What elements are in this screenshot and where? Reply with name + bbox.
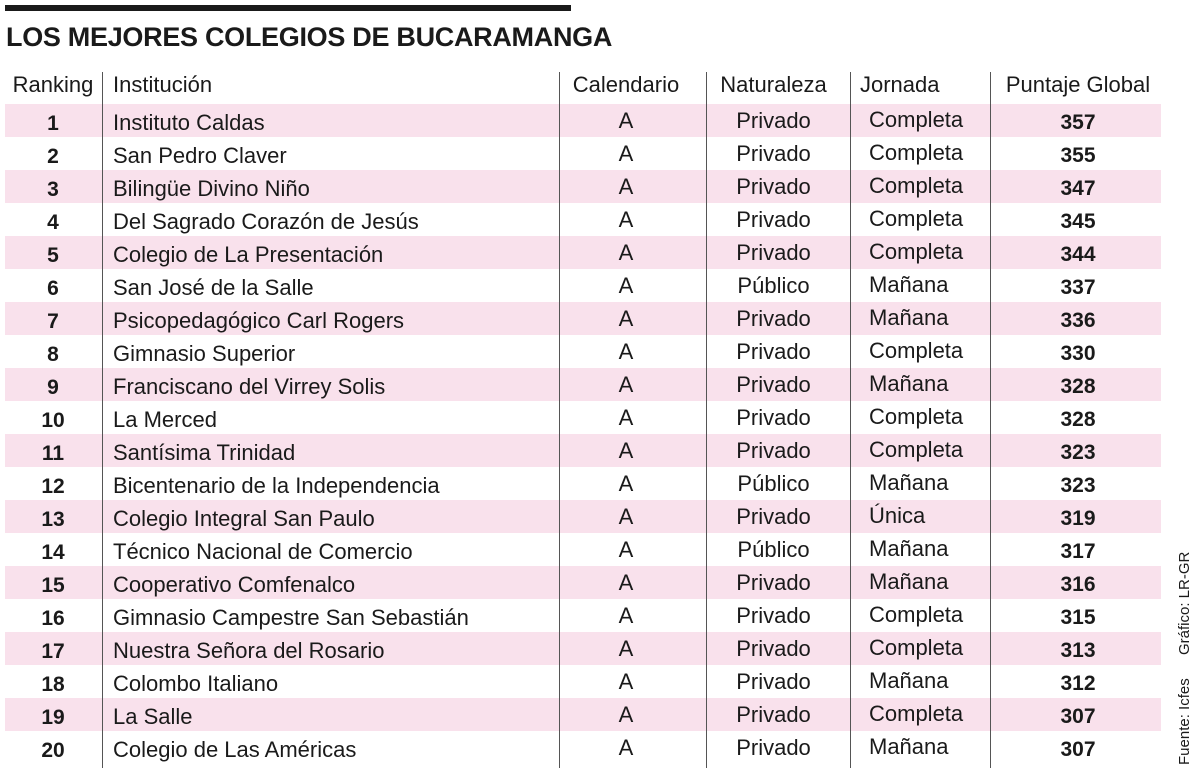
institution-cell: La Merced (113, 406, 217, 432)
header-ranking: Ranking (12, 72, 94, 97)
rank-cell: 19 (41, 705, 65, 729)
schedule-cell: Completa (869, 238, 964, 264)
table-row (5, 104, 1161, 137)
rank-cell: 12 (41, 474, 65, 498)
rank-cell: 13 (41, 507, 65, 531)
schedule-cell: Completa (869, 634, 964, 660)
schedule-cell: Completa (869, 601, 964, 627)
rank-cell: 15 (41, 573, 65, 597)
table-row (5, 533, 1161, 566)
table-row (5, 665, 1161, 698)
rank-cell: 2 (47, 144, 59, 168)
rank-cell: 17 (41, 639, 65, 663)
table-row (5, 434, 1161, 467)
score-cell: 313 (1060, 638, 1096, 662)
column-divider (102, 72, 103, 768)
rank-cell: 7 (47, 309, 59, 333)
nature-cell: Privado (736, 206, 811, 232)
column-divider (990, 72, 991, 768)
table-row (5, 335, 1161, 368)
calendar-cell: A (618, 404, 634, 430)
calendar-cell: A (618, 536, 634, 562)
institution-cell: Colombo Italiano (113, 670, 279, 696)
institution-cell: Colegio Integral San Paulo (113, 505, 375, 531)
rank-cell: 18 (41, 672, 65, 696)
calendar-cell: A (618, 173, 634, 199)
table-row (5, 137, 1161, 170)
calendar-cell: A (618, 107, 634, 133)
table-row (5, 302, 1161, 335)
institution-cell: Cooperativo Comfenalco (113, 571, 356, 597)
score-cell: 323 (1060, 440, 1096, 464)
rank-cell: 9 (47, 375, 59, 399)
rank-cell: 20 (41, 738, 65, 762)
nature-cell: Público (737, 536, 810, 562)
column-divider (706, 72, 707, 768)
score-cell: 328 (1060, 407, 1096, 431)
ranking-table (5, 66, 1161, 764)
institution-cell: Bilingüe Divino Niño (113, 175, 310, 201)
nature-cell: Privado (736, 635, 811, 661)
header-nature: Naturaleza (720, 72, 827, 97)
rank-cell: 3 (47, 177, 59, 201)
nature-cell: Privado (736, 107, 811, 133)
institution-cell: Del Sagrado Corazón de Jesús (113, 208, 419, 234)
calendar-cell: A (618, 239, 634, 265)
institution-cell: Psicopedagógico Carl Rogers (113, 307, 405, 333)
table-row (5, 632, 1161, 665)
table-row (5, 500, 1161, 533)
nature-cell: Privado (736, 140, 811, 166)
score-cell: 315 (1060, 605, 1096, 629)
nature-cell: Privado (736, 305, 811, 331)
table-row (5, 731, 1161, 764)
table-row (5, 566, 1161, 599)
score-cell: 345 (1060, 209, 1096, 233)
score-cell: 336 (1060, 308, 1096, 332)
rank-cell: 14 (41, 540, 65, 564)
header-institution: Institución (113, 72, 213, 97)
score-cell: 337 (1060, 275, 1096, 299)
score-cell: 347 (1060, 176, 1096, 200)
institution-cell: Franciscano del Virrey Solis (113, 373, 386, 399)
rank-cell: 6 (47, 276, 59, 300)
schedule-cell: Completa (869, 106, 964, 132)
table-row (5, 467, 1161, 500)
calendar-cell: A (618, 602, 634, 628)
institution-cell: Nuestra Señora del Rosario (113, 637, 385, 663)
rank-cell: 16 (41, 606, 65, 630)
score-cell: 330 (1060, 341, 1096, 365)
calendar-cell: A (618, 437, 634, 463)
calendar-cell: A (618, 635, 634, 661)
rank-cell: 5 (47, 243, 59, 267)
nature-cell: Privado (736, 338, 811, 364)
calendar-cell: A (618, 338, 634, 364)
institution-cell: San José de la Salle (113, 274, 314, 300)
schedule-cell: Mañana (869, 304, 949, 330)
institution-cell: Instituto Caldas (113, 109, 265, 135)
score-cell: 319 (1060, 506, 1096, 530)
score-cell: 323 (1060, 473, 1096, 497)
score-cell: 357 (1060, 110, 1096, 134)
header-score: Puntaje Global (1005, 72, 1151, 97)
table-row (5, 170, 1161, 203)
calendar-cell: A (618, 701, 634, 727)
table-row (5, 698, 1161, 731)
schedule-cell: Mañana (869, 370, 949, 396)
rank-cell: 4 (47, 210, 59, 234)
column-divider (850, 72, 851, 768)
calendar-cell: A (618, 305, 634, 331)
schedule-cell: Completa (869, 337, 964, 363)
nature-cell: Privado (736, 602, 811, 628)
source-note: Fuente: Icfes (1176, 678, 1193, 765)
nature-cell: Privado (736, 668, 811, 694)
schedule-cell: Mañana (869, 271, 949, 297)
schedule-cell: Completa (869, 436, 964, 462)
column-divider (559, 72, 560, 768)
nature-cell: Privado (736, 569, 811, 595)
nature-cell: Privado (736, 173, 811, 199)
header-calendar: Calendario (572, 72, 680, 97)
institution-cell: Colegio de La Presentación (113, 241, 384, 267)
title-rule (5, 5, 571, 11)
table-row (5, 203, 1161, 236)
chart-title: LOS MEJORES COLEGIOS DE BUCARAMANGA (6, 22, 613, 52)
institution-cell: La Salle (113, 703, 193, 729)
table-row (5, 401, 1161, 434)
calendar-cell: A (618, 668, 634, 694)
nature-cell: Privado (736, 371, 811, 397)
score-cell: 317 (1060, 539, 1096, 563)
rank-cell: 11 (41, 441, 65, 465)
calendar-cell: A (618, 569, 634, 595)
schedule-cell: Única (869, 502, 926, 528)
nature-cell: Privado (736, 437, 811, 463)
score-cell: 344 (1060, 242, 1096, 266)
schedule-cell: Mañana (869, 667, 949, 693)
calendar-cell: A (618, 503, 634, 529)
institution-cell: Santísima Trinidad (113, 439, 296, 465)
institution-cell: Técnico Nacional de Comercio (113, 538, 413, 564)
calendar-cell: A (618, 140, 634, 166)
institution-cell: Bicentenario de la Independencia (113, 472, 440, 498)
schedule-cell: Completa (869, 700, 964, 726)
score-cell: 316 (1060, 572, 1096, 596)
table-body (5, 104, 1161, 764)
institution-cell: San Pedro Claver (113, 142, 287, 168)
schedule-cell: Mañana (869, 733, 949, 759)
nature-cell: Privado (736, 503, 811, 529)
table-header-row (5, 66, 1161, 104)
nature-cell: Privado (736, 239, 811, 265)
institution-cell: Gimnasio Campestre San Sebastián (113, 604, 469, 630)
schedule-cell: Completa (869, 139, 964, 165)
institution-cell: Colegio de Las Américas (113, 736, 357, 762)
calendar-cell: A (618, 734, 634, 760)
schedule-cell: Completa (869, 172, 964, 198)
schedule-cell: Mañana (869, 568, 949, 594)
institution-cell: Gimnasio Superior (113, 340, 296, 366)
table-row (5, 368, 1161, 401)
calendar-cell: A (618, 272, 634, 298)
score-cell: 355 (1060, 143, 1096, 167)
schedule-cell: Mañana (869, 469, 949, 495)
rank-cell: 10 (41, 408, 65, 432)
score-cell: 307 (1060, 737, 1096, 761)
credit-note: Gráfico: LR-GR (1176, 551, 1193, 655)
table-row (5, 269, 1161, 302)
calendar-cell: A (618, 371, 634, 397)
score-cell: 312 (1060, 671, 1096, 695)
nature-cell: Privado (736, 404, 811, 430)
rank-cell: 8 (47, 342, 59, 366)
table-row (5, 236, 1161, 269)
nature-cell: Privado (736, 701, 811, 727)
score-cell: 307 (1060, 704, 1096, 728)
calendar-cell: A (618, 206, 634, 232)
schedule-cell: Completa (869, 205, 964, 231)
calendar-cell: A (618, 470, 634, 496)
rank-cell: 1 (47, 111, 59, 135)
nature-cell: Público (737, 470, 810, 496)
header-schedule: Jornada (860, 72, 940, 97)
nature-cell: Privado (736, 734, 811, 760)
score-cell: 328 (1060, 374, 1096, 398)
schedule-cell: Completa (869, 403, 964, 429)
schedule-cell: Mañana (869, 535, 949, 561)
table-row (5, 599, 1161, 632)
nature-cell: Público (737, 272, 810, 298)
